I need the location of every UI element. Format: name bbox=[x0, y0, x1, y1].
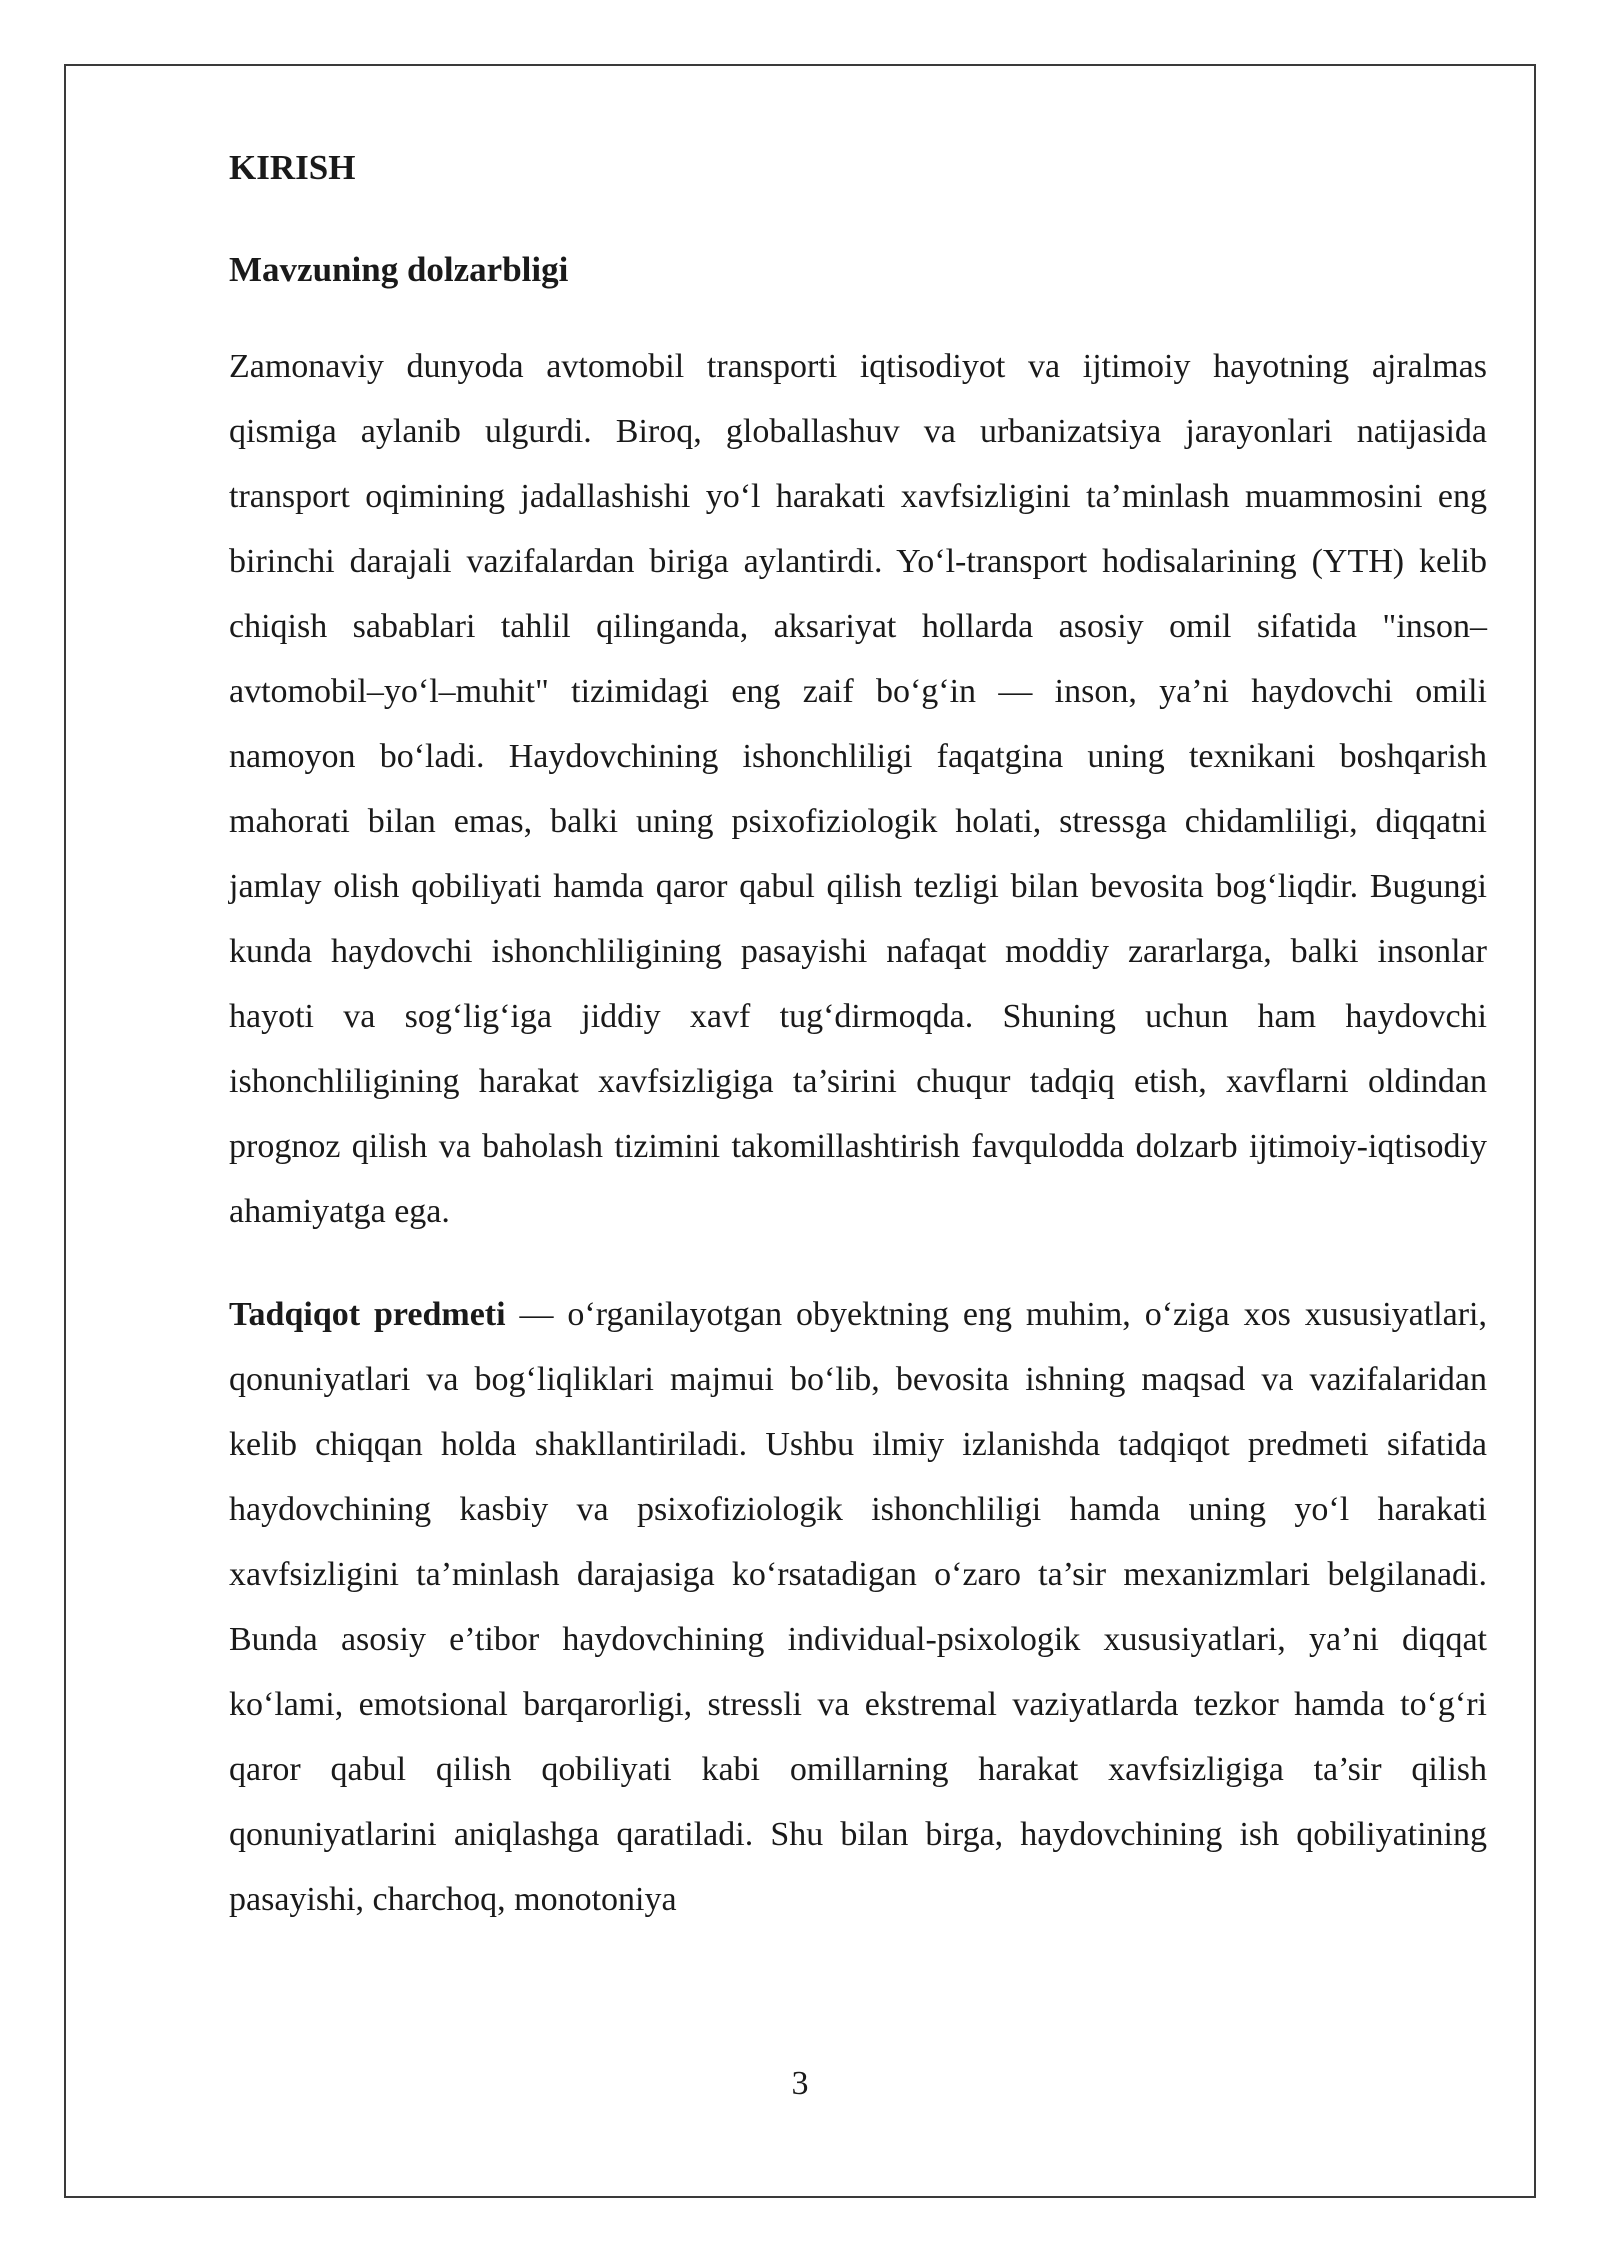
research-subject-term: Tadqiqot predmeti bbox=[229, 1296, 506, 1333]
section-title: KIRISH bbox=[229, 148, 356, 187]
page-content bbox=[229, 148, 1487, 1932]
paragraph-research-subject bbox=[229, 1282, 1487, 1932]
paragraph-relevance: Zamonaviy dunyoda avtomobil transporti iqtisodiyot va ijtimoiy hayotning ajralmas qismiga aylanib ulgurdi. Biroq, globallashuv va urbanizatsiya jarayonlari natijasida transport oqimining jadallashishi yo‘l harakati xavfsizligini ta’minlash muammosini eng birinchi darajali vazifalardan biriga aylantirdi. Yo‘l-transport hodisalarining (YTH) kelib chiqish sabablari tahlil qilinganda, aksariyat hollarda asosiy omil sifatida "inson–avtomobil–yo‘l–muhit" tizimidagi eng zaif bo‘g‘in — inson, ya’ni haydovchi omili namoyon bo‘ladi. Haydovchining ishonchliligi faqatgina uning texnikani boshqarish mahorati bilan emas, balki uning psixofiziologik holati, stressga chidamliligi, diqqatni jamlay olish qobiliyati hamda qaror qabul qilish tezligi bilan bevosita bog‘liqdir. Bugungi kunda haydovchi ishonchliligining pasayishi nafaqat moddiy zararlarga, balki insonlar hayoti va sog‘lig‘iga jiddiy xavf tug‘dirmoqda. Shuning uchun ham haydovchi ishonchliligining harakat xavfsizligiga ta’sirini chuqur tadqiq etish, xavflarni oldindan prognoz qilish va baholash tizimini takomillashtirish favqulodda dolzarb ijtimoiy-iqtisodiy ahamiyatga ega. bbox=[229, 348, 1487, 1230]
subsection-title: Mavzuning dolzarbligi bbox=[229, 250, 569, 289]
research-subject-text: — o‘rganilayotgan obyektning eng muhim, o‘ziga xos xususiyatlari, qonuniyatlari va bog‘liqliklari majmui bo‘lib, bevosita ishning maqsad va vazifalaridan kelib chiqqan holda shakllantiriladi. Ushbu ilmiy izlanishda tadqiqot predmeti sifatida haydovchining kasbiy va psixofiziologik ishonchliligi hamda uning yo‘l harakati xavfsizligini ta’minlash darajasiga ko‘rsatadigan o‘zaro ta’sir mexanizmlari belgilanadi. Bunda asosiy e’tibor haydovchining individual-psixologik xususiyatlari, ya’ni diqqat ko‘lami, emotsional barqarorligi, stressli va ekstremal vaziyatlarda tezkor hamda to‘g‘ri qaror qabul qilish qobiliyati kabi omillarning harakat xavfsizligiga ta’sir qilish qonuniyatlarini aniqlashga qaratiladi. Shu bilan birga, haydovchining ish qobiliyatining pasayishi, charchoq, monotoniya bbox=[229, 1296, 1487, 1918]
page-number: 3 bbox=[791, 2065, 809, 2102]
